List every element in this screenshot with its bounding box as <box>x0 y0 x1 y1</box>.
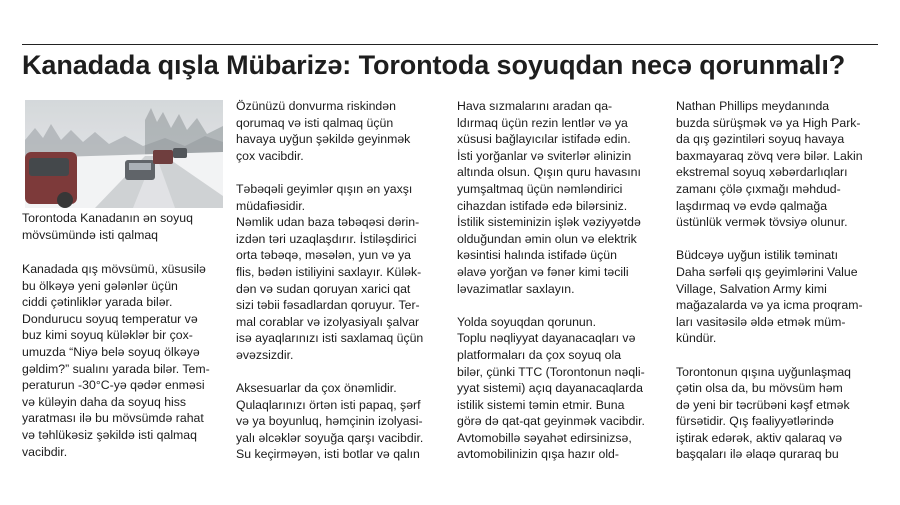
text-line: buz kimi soyuq küləklər bir çox- <box>22 328 193 343</box>
text-line: laşdırmaq və evdə qalmağa <box>676 198 828 213</box>
text-line: ldırmaq üçün rezin lentlər və ya <box>457 115 628 130</box>
text-line: Yolda soyuqdan qorunun. <box>457 314 597 329</box>
text-line: sizi təbii fəsadlardan qoruyur. Ter- <box>236 298 420 313</box>
text-line: ciddi çətinliklər yarada bilər. <box>22 295 173 310</box>
text-line: baxmayaraq zövq verə bilər. Lakin <box>676 148 863 163</box>
text-line: Torontonun qışına uyğunlaşmaq <box>676 364 852 379</box>
text-line: Daha sərfəli qış geyimlərini Value <box>676 264 858 279</box>
text-line: müdafiəsidir. <box>236 198 306 213</box>
text-line: havaya uyğun şəkildə geyinmək <box>236 132 411 147</box>
text-line: Toplu nəqliyyat dayanacaqları və <box>457 331 636 346</box>
text-line: zamanı çölə çıxmağı məhdud- <box>676 181 841 196</box>
text-line: umuzda “Niyə belə soyuq ölkəyə <box>22 344 200 359</box>
col4-paragraph-1 <box>676 98 886 231</box>
column-4 <box>676 98 886 463</box>
text-line: dən və sudan qoruyan xarici qat <box>236 281 411 296</box>
text-line: gəldim?” sualını yarada bilər. Tem- <box>22 361 210 376</box>
text-line: kəsintisi halında istifadə üçün <box>457 248 617 263</box>
text-line: Aksesuarlar da çox önəmlidir. <box>236 381 397 396</box>
text-line: və ya boyunluq, həmçinin izolyasi- <box>236 414 423 429</box>
text-line: yaratması ilə bu mövsümdə rahat <box>22 411 204 426</box>
col3-paragraph-2 <box>457 314 665 463</box>
col2-paragraph-1 <box>236 98 446 164</box>
col2-paragraph-2 <box>236 181 446 364</box>
text-line: altında olsun. Qışın quru havasını <box>457 165 641 180</box>
text-line: avtomobilinizin qışa hazır old- <box>457 447 619 462</box>
column-1-body <box>22 261 228 460</box>
text-line: mal corablar və izolyasiyalı şalvar <box>236 314 420 329</box>
text-line: Qulaqlarınızı örtən isti papaq, şərf <box>236 397 421 412</box>
text-line: bu ölkəyə yeni gələnlər üçün <box>22 278 178 293</box>
text-line: izdən təri uzaqlaşdırır. İstiləşdirici <box>236 231 417 246</box>
text-line: vacibdir. <box>22 444 68 459</box>
top-rule <box>22 44 878 45</box>
text-line: orta təbəqə, məsələn, yun və ya <box>236 248 411 263</box>
text-line: istilik sistemi təmin etmir. Buna <box>457 397 625 412</box>
text-line: peraturun -30°C-yə qədər enməsi <box>22 378 205 393</box>
text-line: ları vasitəsilə əldə etmək müm- <box>676 314 846 329</box>
text-line: cihazdan istifadə edə bilərsiniz. <box>457 198 628 213</box>
text-line: kündür. <box>676 331 717 346</box>
text-line: Village, Salvation Army kimi <box>676 281 827 296</box>
text-line: İstilik sisteminizin işlək vəziyyətdə <box>457 215 641 230</box>
text-line: Nəmlik udan baza təbəqəsi dərin- <box>236 215 420 230</box>
text-line: da qış gəzintiləri soyuq havaya <box>676 132 845 147</box>
col2-paragraph-3 <box>236 380 446 463</box>
text-line: platformaları da çox soyuq ola <box>457 347 622 362</box>
text-line: ekstremal soyuq xəbərdarlıqları <box>676 165 848 180</box>
text-line: bilər, çünki TTC (Torontonun nəqli- <box>457 364 645 379</box>
col1-paragraph <box>22 261 228 460</box>
text-line: ləvazimatlar saxlayın. <box>457 281 575 296</box>
text-line: Kanadada qış mövsümü, xüsusilə <box>22 262 206 276</box>
text-line: Nathan Phillips meydanında <box>676 99 830 113</box>
text-line: başqaları ilə əlaqə quraraq bu <box>676 447 839 462</box>
text-line: yumşaltmaq üçün nəmləndirici <box>457 181 623 196</box>
text-line: iştirak edərək, aktiv qalaraq və <box>676 430 843 445</box>
text-line: və küləyin daha da soyuq hiss <box>22 394 187 409</box>
text-line: Özünüzü donvurma riskindən <box>236 99 396 113</box>
text-line: flis, bədən istiliyini saxlayır. Külək- <box>236 264 422 279</box>
text-line: olduğundan əmin olun və elektrik <box>457 231 637 246</box>
column-3 <box>457 98 665 463</box>
photo-caption: Torontoda Kanadanın ən soyuq mövsümündə isti qalmaq <box>22 211 193 242</box>
text-line: çətin olsa da, bu mövsüm həm <box>676 381 843 396</box>
text-line: Su keçirməyən, isti botlar və qalın <box>236 447 420 462</box>
text-line: isə ayaqlarınızı isti saxlamaq üçün <box>236 331 424 346</box>
text-line: qorumaq və isti qalmaq üçün <box>236 115 394 130</box>
text-line: Hava sızmalarını aradan qa- <box>457 99 613 113</box>
text-line: Təbəqəli geyimlər qışın ən yaxşı <box>236 181 413 196</box>
column-2 <box>236 98 446 463</box>
text-line: çox vacibdir. <box>236 148 304 163</box>
text-line: xüsusi bağlayıcılar istifadə edin. <box>457 132 631 147</box>
text-line: Avtomobillə səyahət edirsinizsə, <box>457 430 632 445</box>
text-line: üstünlük vermək tövsiyə olunur. <box>676 215 848 230</box>
text-line: əvəzsizdir. <box>236 347 294 362</box>
snowy-road-photo <box>25 100 223 208</box>
text-line: Büdcəyə uyğun istilik təminatı <box>676 248 838 263</box>
text-line: İsti yorğanlar və sviterlər əlinizin <box>457 148 632 163</box>
col3-paragraph-1 <box>457 98 665 297</box>
article-headline: Kanadada qışla Mübarizə: Torontoda soyuqdan necə qorunmalı? <box>22 50 846 80</box>
text-line: də yeni bir təcrübəni kəşf etmək <box>676 397 850 412</box>
text-line: yalı əlcəklər soyuğa qarşı vacibdir. <box>236 430 424 445</box>
text-line: Dondurucu soyuq temperatur və <box>22 311 198 326</box>
text-line: və təhlükəsiz şəkildə isti qalmaq <box>22 427 197 442</box>
text-line: fürsətidir. Qış fəaliyyətlərində <box>676 414 834 429</box>
text-line: əlavə yorğan və fənər kimi təcili <box>457 264 629 279</box>
text-line: yyat sistemi) açıq dayanacaqlarda <box>457 381 643 396</box>
col4-paragraph-2 <box>676 247 886 347</box>
text-line: mağazalarda və ya icma proqram- <box>676 298 863 313</box>
text-line: buzda sürüşmək və ya High Park- <box>676 115 861 130</box>
text-line: görə də qat-qat geyinmək vacibdir. <box>457 414 645 429</box>
col4-paragraph-3 <box>676 364 886 464</box>
